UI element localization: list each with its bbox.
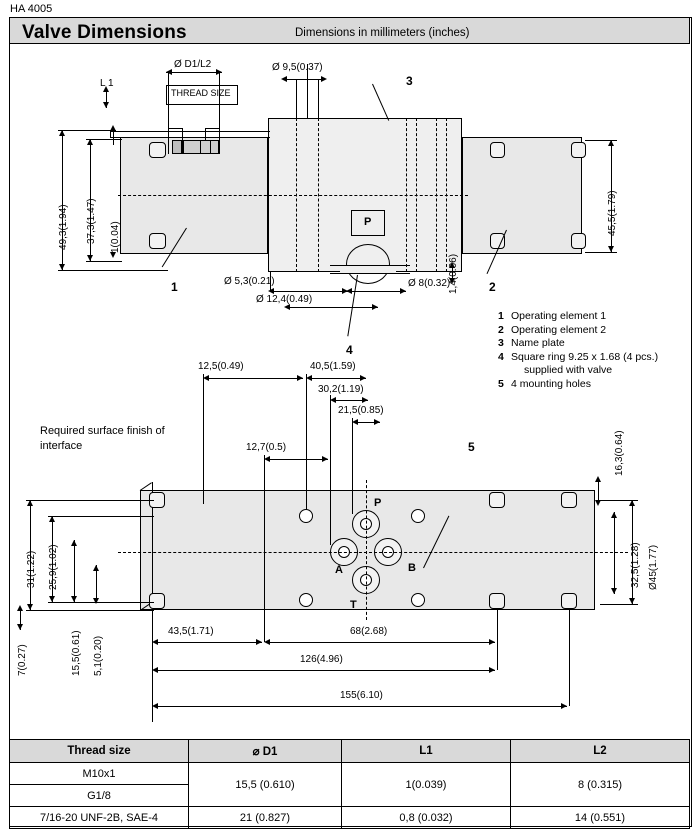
dim-5-1: 5,1(0.20)	[93, 635, 104, 676]
legend-item-1	[498, 310, 658, 324]
legend-number-4: 4	[498, 350, 504, 363]
dim-155: 155(6.10)	[340, 690, 383, 701]
thread-size-table	[9, 739, 690, 829]
dim-15-5: 15,5(0.61)	[71, 630, 82, 676]
cell-l2-2: 14 (0.551)	[511, 807, 690, 829]
callout-4: 4	[346, 343, 353, 357]
mount-bolt-br2	[561, 593, 577, 609]
legend-item-4	[498, 351, 658, 365]
legend-number-2: 2	[498, 323, 504, 336]
legend-item-3	[498, 337, 658, 351]
dim-31: 31(1.22)	[26, 550, 37, 588]
port-b-label: B	[408, 562, 416, 574]
cell-thread-1: G1/8	[10, 785, 189, 807]
dim-12-7: 12,7(0.5)	[246, 442, 287, 453]
mount-bolt-br	[489, 593, 505, 609]
document-code: HA 4005	[10, 3, 53, 15]
legend-text-1: Operating element 1	[511, 310, 607, 322]
col-d1: ⌀ D1	[189, 740, 342, 763]
table-row	[10, 763, 690, 785]
callout-5: 5	[468, 440, 475, 454]
dim-45-5: 45,5(1.79)	[607, 190, 618, 236]
legend-text-4b: supplied with valve	[524, 364, 613, 377]
legend-item-5	[498, 378, 658, 392]
cell-l1-2: 0,8 (0.032)	[342, 807, 511, 829]
table-row	[10, 807, 690, 829]
thread-size-label: THREAD SIZE	[171, 88, 231, 98]
page-subtitle: Dimensions in millimeters (inches)	[295, 27, 470, 39]
port-p-label: P	[374, 497, 382, 509]
mount-bolt-tr2	[561, 492, 577, 508]
dim-45-dia: Ø45(1.77)	[648, 544, 659, 590]
dim-37-3: 37,3(1.47)	[86, 198, 97, 244]
col-l1: L1	[342, 740, 511, 763]
right-end-block	[462, 137, 582, 254]
legend-text-3: Name plate	[511, 337, 565, 350]
mount-bolt-bl	[149, 593, 165, 609]
dim-16-3: 16,3(0.64)	[614, 430, 625, 476]
legend-number-5: 5	[498, 377, 504, 390]
dim-12-4: Ø 12,4(0.49)	[256, 294, 313, 305]
port-t-label: T	[350, 599, 357, 611]
port-a-label: A	[335, 564, 343, 576]
cell-thread-0: M10x1	[10, 763, 189, 785]
legend	[498, 310, 658, 392]
dim-25-9: 25,9(1.02)	[48, 544, 59, 590]
bolt-head-bottom-left	[149, 233, 166, 249]
bolt-head-top-right2	[571, 142, 586, 158]
port-p-label-top: P	[364, 216, 372, 228]
mount-bolt-tr	[489, 492, 505, 508]
dim-l1: L 1	[100, 78, 114, 89]
callout-2: 2	[489, 280, 496, 294]
callout-1: 1	[171, 280, 178, 294]
dim-1-0: 1(0.04)	[110, 221, 121, 253]
col-thread-size: Thread size	[10, 740, 189, 763]
legend-item-2	[498, 324, 658, 338]
cell-d1-2: 21 (0.827)	[189, 807, 342, 829]
legend-text-5: 4 mounting holes	[511, 377, 591, 390]
surface-finish-note: Required surface finish of interface	[40, 425, 165, 452]
page-title: Valve Dimensions	[22, 22, 187, 43]
dim-5-3: Ø 5,3(0.21)	[224, 276, 275, 287]
callout-3: 3	[406, 74, 413, 88]
dim-21-5: 21,5(0.85)	[338, 405, 384, 416]
dim-7: 7(0.27)	[17, 644, 28, 676]
col-l2: L2	[511, 740, 690, 763]
bolt-head-top-right1	[490, 142, 505, 158]
bolt-head-top-left	[149, 142, 166, 158]
dim-d1-l2: Ø D1/L2	[174, 59, 212, 70]
dim-68: 68(2.68)	[350, 626, 388, 637]
dim-12-5: 12,5(0.49)	[198, 361, 244, 372]
dim-9-5: Ø 9,5(0.37)	[272, 62, 323, 73]
dim-49-3: 49,3(1.94)	[58, 204, 69, 250]
mounting-hole-tl	[299, 509, 313, 523]
cell-l2-0: 8 (0.315)	[511, 763, 690, 807]
dim-126: 126(4.96)	[300, 654, 343, 665]
legend-text-2: Operating element 2	[511, 323, 607, 336]
dim-43-5: 43,5(1.71)	[168, 626, 214, 637]
center-arc	[346, 244, 390, 284]
bolt-head-bottom-right2	[571, 233, 586, 249]
dim-40-5: 40,5(1.59)	[310, 361, 356, 372]
legend-item-4b	[498, 364, 658, 378]
legend-number-3: 3	[498, 337, 504, 350]
mounting-hole-tr	[411, 509, 425, 523]
dim-8: Ø 8(0.32)	[408, 278, 451, 289]
cell-l1-0: 1(0.039)	[342, 763, 511, 807]
dim-1-4: 1,4(0.06)	[448, 253, 459, 294]
dim-32-5: 32,5(1.28)	[630, 542, 641, 588]
cell-thread-2: 7/16-20 UNF-2B, SAE-4	[10, 807, 189, 829]
legend-text-4: Square ring 9.25 x 1.68 (4 pcs.)	[511, 350, 659, 363]
mounting-hole-bl	[299, 593, 313, 607]
dim-30-2: 30,2(1.19)	[318, 384, 364, 395]
table-header-row	[10, 740, 690, 763]
cell-d1-0: 15,5 (0.610)	[189, 763, 342, 807]
mounting-hole-br	[411, 593, 425, 607]
legend-number-1: 1	[498, 310, 504, 322]
